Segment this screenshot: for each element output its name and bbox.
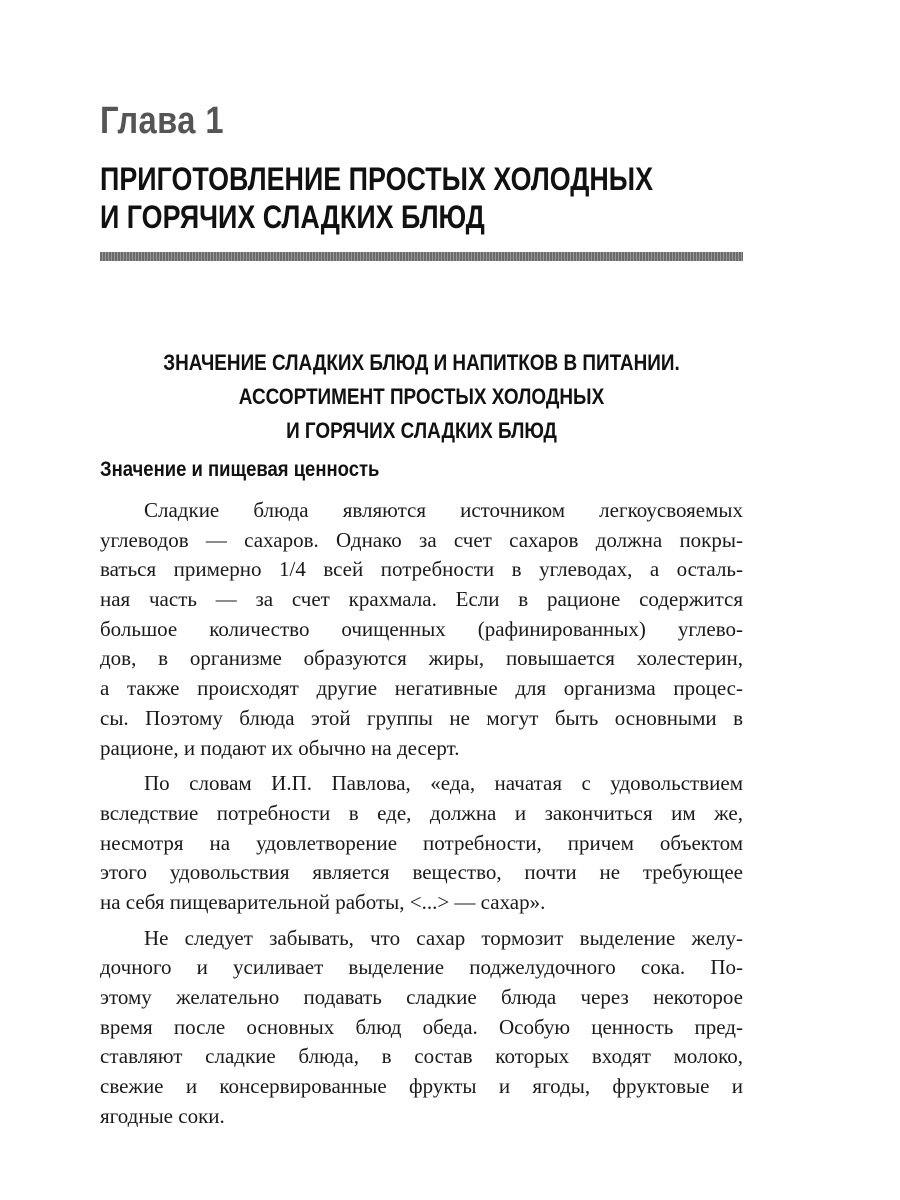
- section-title-line: АССОРТИМЕНТ ПРОСТЫХ ХОЛОДНЫХ: [238, 384, 605, 409]
- paragraph: [100, 769, 743, 917]
- body-text: [100, 496, 743, 1131]
- text-line: этого удовольствия является вещество, почти не требующее: [100, 860, 743, 885]
- chapter-title-line: И ГОРЯЧИХ СЛАДКИХ БЛЮД: [100, 199, 485, 235]
- text-line: несмотря на удовлетворение потребности, причем объектом: [100, 830, 743, 855]
- chapter-label: Глава 1: [100, 100, 224, 142]
- text-line: а также происходят другие негативные для организма процес-: [100, 676, 743, 701]
- text-line: дов, в организме образуются жиры, повышается холестерин,: [100, 646, 743, 671]
- text-line: рационе, и подают их обычно на десерт.: [100, 735, 460, 760]
- subsection-title: Значение и пищевая ценность: [100, 458, 380, 481]
- text-line: ваться примерно 1/4 всей потребности в углеводах, а осталь-: [100, 557, 743, 582]
- text-line: вследствие потребности в еде, должна и закончиться им же,: [100, 800, 743, 825]
- text-line: ставляют сладкие блюда, в состав которых входят молоко,: [100, 1044, 743, 1069]
- text-line: большое количество очищенных (рафинированных) углево-: [100, 616, 743, 641]
- section-title-line: ЗНАЧЕНИЕ СЛАДКИХ БЛЮД И НАПИТКОВ В ПИТАНИИ.: [163, 350, 680, 375]
- text-line: этому желательно подавать сладкие блюда через некоторое: [100, 985, 743, 1009]
- chapter-divider: [100, 252, 743, 261]
- text-line: Не следует забывать, что сахар тормозит выделение желу-: [144, 925, 743, 950]
- text-line: время после основных блюд обеда. Особую ценность пред-: [100, 1014, 743, 1039]
- text-line: Сладкие блюда являются источником легкоусвояемых: [144, 498, 743, 522]
- text-line: По словам И.П. Павлова, «еда, начатая с удовольствием: [144, 771, 743, 796]
- text-line: ягодные соки.: [100, 1103, 225, 1128]
- text-line: свежие и консервированные фрукты и ягоды, фруктовые и: [100, 1074, 743, 1099]
- text-line: дочного и усиливает выделение поджелудочного сока. По-: [100, 955, 743, 980]
- text-line: ная часть — за счет крахмала. Если в рационе содержится: [100, 587, 743, 612]
- section-title: [100, 346, 743, 448]
- section-title-line: И ГОРЯЧИХ СЛАДКИХ БЛЮД: [286, 418, 557, 443]
- text-line: углеводов — сахаров. Однако за счет сахаров должна покры-: [100, 527, 743, 552]
- paragraph: [100, 924, 743, 1132]
- text-line: на себя пищеварительной работы, <...> — сахар».: [100, 889, 546, 914]
- chapter-title-line: ПРИГОТОВЛЕНИЕ ПРОСТЫХ ХОЛОДНЫХ: [100, 161, 654, 197]
- chapter-title: [100, 160, 653, 236]
- text-line: сы. Поэтому блюда этой группы не могут быть основными в: [100, 705, 743, 730]
- paragraph: [100, 496, 743, 763]
